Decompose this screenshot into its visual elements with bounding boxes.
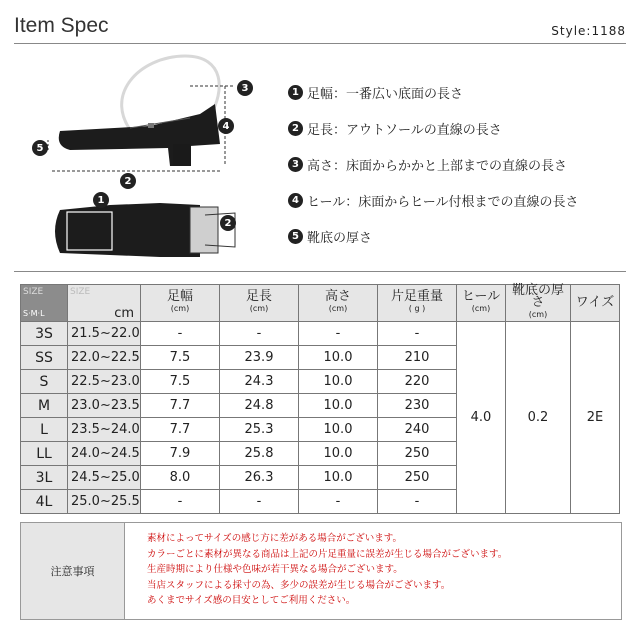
legend-text: 靴底の厚さ <box>307 230 373 246</box>
note-line: 当店スタッフによる採寸の為、多少の誤差が生じる場合がございます。 <box>147 579 451 591</box>
header-weight: 片足重量 ( g ) <box>378 285 457 322</box>
legend-number: 5 <box>288 229 303 244</box>
legend-item <box>288 110 578 146</box>
height-cell: - <box>299 490 378 514</box>
cm-cell: 22.5~23.0 <box>68 370 141 394</box>
weight-cell: 240 <box>378 418 457 442</box>
header-length: 足長 (cm) <box>220 285 299 322</box>
width-cell: 7.9 <box>141 442 220 466</box>
width-cell: 7.5 <box>141 370 220 394</box>
legend-number: 4 <box>288 193 303 208</box>
width-cell: - <box>141 322 220 346</box>
height-cell: 10.0 <box>299 394 378 418</box>
size-cell: 3L <box>21 466 68 490</box>
size-cell: SS <box>21 346 68 370</box>
legend-text: 足幅：一番広い底面の長さ <box>307 86 464 102</box>
corner-label: SIZE <box>70 287 91 297</box>
length-cell: 24.8 <box>220 394 299 418</box>
corner-label: SIZE <box>23 287 44 297</box>
cm-cell: 22.0~22.5 <box>68 346 141 370</box>
length-cell: 23.9 <box>220 346 299 370</box>
corner-size-cm <box>68 285 141 322</box>
width-cell: 7.7 <box>141 418 220 442</box>
size-cell: L <box>21 418 68 442</box>
notes-box <box>20 522 622 620</box>
height-cell: - <box>299 322 378 346</box>
size-cell: 3S <box>21 322 68 346</box>
height-cell: 10.0 <box>299 346 378 370</box>
width-cell: 7.5 <box>141 346 220 370</box>
length-cell: 26.3 <box>220 466 299 490</box>
height-cell: 10.0 <box>299 370 378 394</box>
divider <box>14 43 626 44</box>
weight-cell: - <box>378 490 457 514</box>
height-cell: 10.0 <box>299 418 378 442</box>
length-cell: 25.8 <box>220 442 299 466</box>
height-cell: 10.0 <box>299 442 378 466</box>
cm-cell: 24.0~24.5 <box>68 442 141 466</box>
note-line: あくまでサイズ感の目安としてご利用ください。 <box>147 595 356 606</box>
note-line: 生産時期により仕様や色味が若干異なる場合がございます。 <box>147 564 403 575</box>
note-line: 素材によってサイズの感じ方に差がある場合がございます。 <box>147 533 402 544</box>
legend-number: 3 <box>288 157 303 172</box>
header-height: 高さ (cm) <box>299 285 378 322</box>
length-cell: - <box>220 322 299 346</box>
size-cell: S <box>21 370 68 394</box>
notes-body <box>125 523 507 619</box>
heel-cell: 4.0 <box>457 322 506 514</box>
weight-cell: 210 <box>378 346 457 370</box>
legend-item <box>288 74 578 110</box>
legend-text: ヒール：床面からヒール付根までの直線の長さ <box>307 194 579 210</box>
legend-number: 1 <box>288 85 303 100</box>
length-cell: - <box>220 490 299 514</box>
badge-2-side: 2 <box>120 173 136 189</box>
cm-cell: 23.5~24.0 <box>68 418 141 442</box>
divider <box>14 271 626 272</box>
badge-1: 1 <box>93 192 109 208</box>
notes-label: 注意事項 <box>21 523 125 619</box>
legend-text: 高さ：床面からかかと上部までの直線の長さ <box>307 158 568 174</box>
cm-cell: 23.0~23.5 <box>68 394 141 418</box>
badge-3: 3 <box>237 80 253 96</box>
length-cell: 24.3 <box>220 370 299 394</box>
header-wise: ワイズ <box>571 285 620 322</box>
width-cell: 8.0 <box>141 466 220 490</box>
weight-cell: 220 <box>378 370 457 394</box>
corner-label: cm <box>114 306 134 321</box>
note-line: カラーごとに素材が異なる商品は上記の片足重量に誤差が生じる場合がございます。 <box>147 548 508 560</box>
legend-item <box>288 146 578 182</box>
header-width: 足幅 (cm) <box>141 285 220 322</box>
height-cell: 10.0 <box>299 466 378 490</box>
size-cell: M <box>21 394 68 418</box>
corner-label: S·M·L <box>23 309 45 318</box>
size-cell: LL <box>21 442 68 466</box>
length-cell: 25.3 <box>220 418 299 442</box>
legend-number: 2 <box>288 121 303 136</box>
header-sole: 靴底の厚さ (cm) <box>506 285 571 322</box>
shoe-side-illustration <box>30 46 270 186</box>
weight-cell: - <box>378 322 457 346</box>
corner-size-sml <box>21 285 68 322</box>
table-row <box>21 322 620 346</box>
width-cell: 7.7 <box>141 394 220 418</box>
badge-5: 5 <box>32 140 48 156</box>
badge-4: 4 <box>218 118 234 134</box>
width-cell: - <box>141 490 220 514</box>
cm-cell: 25.0~25.5 <box>68 490 141 514</box>
style-code: Style:1188 <box>551 24 626 38</box>
header-heel: ヒール (cm) <box>457 285 506 322</box>
sole-cell: 0.2 <box>506 322 571 514</box>
weight-cell: 250 <box>378 466 457 490</box>
badge-2-sole: 2 <box>220 215 236 231</box>
table-header-row <box>21 285 620 322</box>
shoe-sole-illustration <box>50 195 250 265</box>
cm-cell: 21.5~22.0 <box>68 322 141 346</box>
legend-item <box>288 218 578 254</box>
size-cell: 4L <box>21 490 68 514</box>
wise-cell: 2E <box>571 322 620 514</box>
size-table <box>20 284 620 514</box>
weight-cell: 230 <box>378 394 457 418</box>
measurement-legend <box>288 74 578 254</box>
page-title: Item Spec <box>14 14 109 37</box>
legend-item <box>288 182 578 218</box>
legend-text: 足長：アウトソールの直線の長さ <box>307 122 502 138</box>
weight-cell: 250 <box>378 442 457 466</box>
cm-cell: 24.5~25.0 <box>68 466 141 490</box>
